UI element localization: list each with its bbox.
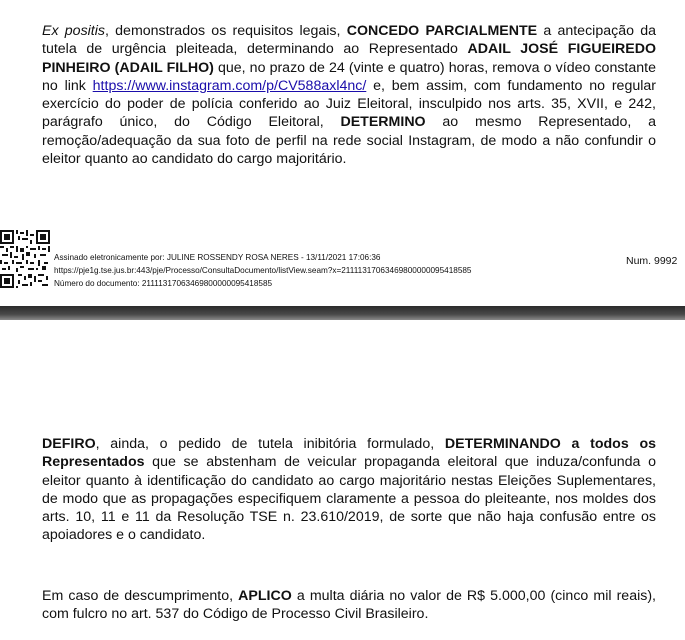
text-line	[42, 435, 656, 453]
text-span: a multa diária no valor de R$ 5.000,00 (cinco mil reais),	[291, 588, 656, 604]
signed-by-text: Assinado eletronicamente por: JULINE ROSSENDY ROSA NERES - 13/11/2021 17:06:36	[54, 253, 381, 262]
bold-text: APLICO	[238, 588, 292, 604]
text-line	[42, 587, 656, 605]
document-number-text: Número do documento: 21111317063469800000095418585	[54, 278, 273, 288]
instagram-link[interactable]: https://www.instagram.com/p/CV588axl4nc/	[92, 77, 367, 94]
document-url-text: https://pje1g.tse.jus.br:443/pje/Processo/ConsultaDocumento/listView.seam?x=21111317063469800000095418585	[54, 265, 472, 275]
text-line: arts. 10, 11 e 11 da Resolução TSE n. 23.610/2019, de sorte que não haja confusão entre os	[42, 509, 656, 526]
page-break-divider	[0, 306, 685, 320]
text-line	[42, 22, 656, 40]
bold-text: DETERMINO	[340, 114, 426, 131]
text-line	[42, 59, 656, 77]
bold-text: PINHEIRO (ADAIL FILHO)	[42, 59, 214, 76]
text-line: de modo que as propagações especifiquem claramente a pessoa do pleiteante, nos moldes dos	[42, 490, 656, 507]
text-span: Em caso de descumprimento,	[42, 588, 239, 604]
text-line	[42, 453, 656, 471]
signature-details	[54, 252, 471, 290]
text-line: eleitor quanto à identificação do candidato ao cargo majoritário nestas Eleições Suplementares,	[42, 472, 656, 489]
text-span: , ainda, o pedido de tutela inibitória formulado,	[95, 436, 445, 452]
text-line: com fulcro no art. 537 do Código de Processo Civil Brasileiro.	[42, 606, 429, 623]
text-line: apoiadores e o candidato.	[42, 527, 206, 544]
bold-text: DEFIRO	[42, 436, 96, 452]
text-line: eleitor quanto ao candidato do cargo majoritário.	[42, 151, 347, 168]
text-span: parágrafo único, do Código Eleitoral,	[42, 114, 341, 131]
decision-paragraph-2	[42, 435, 656, 545]
text-span: que se abstenham de veicular propaganda eleitoral que induza/confunda o	[144, 454, 656, 471]
text-span: ao mesmo Representado, a	[425, 114, 656, 131]
electronic-signature-block	[0, 228, 685, 294]
text-span: que, no prazo de 24 (vinte e quatro) horas, remova o vídeo constante	[213, 59, 656, 76]
bold-text: Representados	[42, 454, 145, 471]
text-span: a antecipação da	[537, 23, 656, 39]
qr-code-icon	[0, 230, 50, 288]
text-line: exercício do poder de polícia conferido ao Juiz Eleitoral, insculpido nos arts. 35, XVII, e 242,	[42, 96, 656, 113]
italic-text: Ex positis	[42, 23, 105, 39]
text-line	[42, 40, 656, 58]
decision-paragraph-1	[42, 22, 656, 168]
text-span: tutela de urgência pleiteada, determinando ao Representado	[42, 41, 468, 58]
page-number-label: Num. 9992	[626, 255, 678, 267]
decision-paragraph-3	[42, 587, 656, 624]
text-line	[42, 77, 656, 95]
bold-text: DETERMINANDO a todos os	[444, 436, 656, 452]
text-span: e, bem assim, com fundamento no regular	[366, 77, 656, 94]
text-line: remoção/adequação da sua foto de perfil na rede social Instagram, de modo a não confundir o	[42, 132, 656, 149]
text-span: no link	[42, 77, 93, 94]
text-span: , demonstrados os requisitos legais,	[105, 23, 347, 39]
text-line	[42, 113, 656, 131]
bold-text: CONCEDO PARCIALMENTE	[346, 23, 538, 39]
bold-text: ADAIL JOSÉ FIGUEIREDO	[467, 41, 656, 58]
